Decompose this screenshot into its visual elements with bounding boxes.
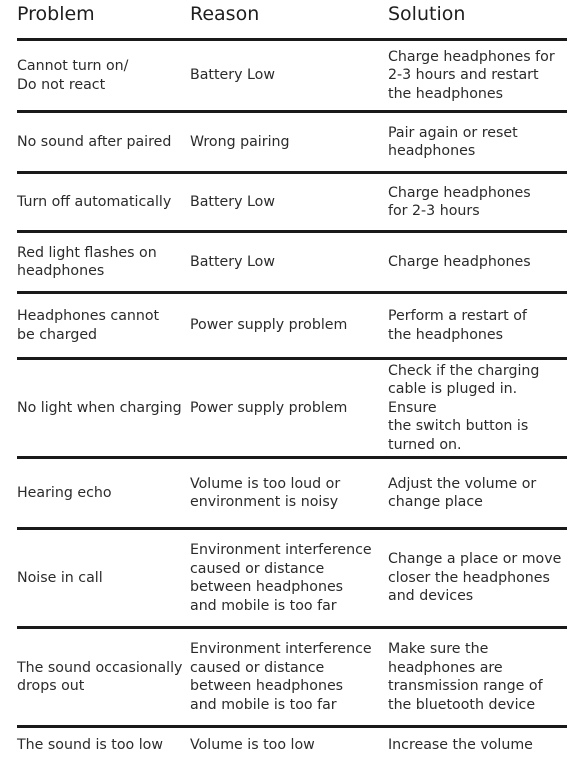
- solution-cell: Charge headphones for 2-3 hours: [388, 184, 531, 219]
- reason-cell: Volume is too loud or environment is noisy: [190, 475, 341, 510]
- reason-cell: Battery Low: [190, 253, 275, 270]
- reason-cell: Wrong pairing: [190, 133, 290, 150]
- table-row: [17, 527, 567, 626]
- problem-cell: The sound occasionally drops out: [17, 659, 183, 694]
- reason-cell: Battery Low: [190, 193, 275, 210]
- problem-cell: Red light flashes on headphones: [17, 244, 157, 279]
- table-row: [17, 38, 567, 110]
- solution-cell: Adjust the volume or change place: [388, 475, 537, 510]
- solution-cell: Charge headphones: [388, 253, 531, 270]
- solution-cell: Make sure the headphones are transmission range of the bluetooth device: [388, 641, 543, 713]
- table-row: [17, 230, 567, 291]
- solution-cell: Perform a restart of the headphones: [388, 308, 527, 343]
- table-row: [17, 357, 567, 456]
- problem-cell: Noise in call: [17, 569, 103, 586]
- header-reason: Reason: [190, 3, 260, 25]
- reason-cell: Environment interference caused or distance between headphones and mobile is too far: [190, 542, 372, 614]
- reason-cell: Environment interference caused or distance between headphones and mobile is too far: [190, 641, 372, 713]
- problem-cell: Headphones cannot be charged: [17, 308, 160, 343]
- table-row: [17, 110, 567, 171]
- table-row: [17, 456, 567, 527]
- troubleshooting-table: [17, 0, 567, 762]
- header-solution: Solution: [388, 3, 466, 25]
- problem-cell: No sound after paired: [17, 133, 172, 150]
- reason-cell: Battery Low: [190, 67, 275, 84]
- table-row: [17, 626, 567, 725]
- reason-cell: Volume is too low: [190, 736, 315, 753]
- table-header: [17, 0, 567, 38]
- problem-cell: No light when charging: [17, 399, 182, 416]
- header-problem: Problem: [17, 3, 95, 25]
- solution-cell: Change a place or move closer the headphones and devices: [388, 551, 562, 605]
- solution-cell: Charge headphones for 2-3 hours and restart the headphones: [388, 48, 555, 102]
- reason-cell: Power supply problem: [190, 317, 348, 334]
- problem-cell: The sound is too low: [17, 736, 163, 753]
- solution-cell: Check if the charging cable is pluged in. Ensure the switch button is turned on.: [388, 362, 540, 453]
- solution-cell: Increase the volume: [388, 736, 533, 753]
- problem-cell: Cannot turn on/ Do not react: [17, 58, 129, 93]
- reason-cell: Power supply problem: [190, 399, 348, 416]
- problem-cell: Turn off automatically: [17, 193, 172, 210]
- table-row: [17, 725, 567, 762]
- table-row: [17, 291, 567, 357]
- table-row: [17, 171, 567, 230]
- solution-cell: Pair again or reset headphones: [388, 124, 518, 159]
- problem-cell: Hearing echo: [17, 484, 112, 501]
